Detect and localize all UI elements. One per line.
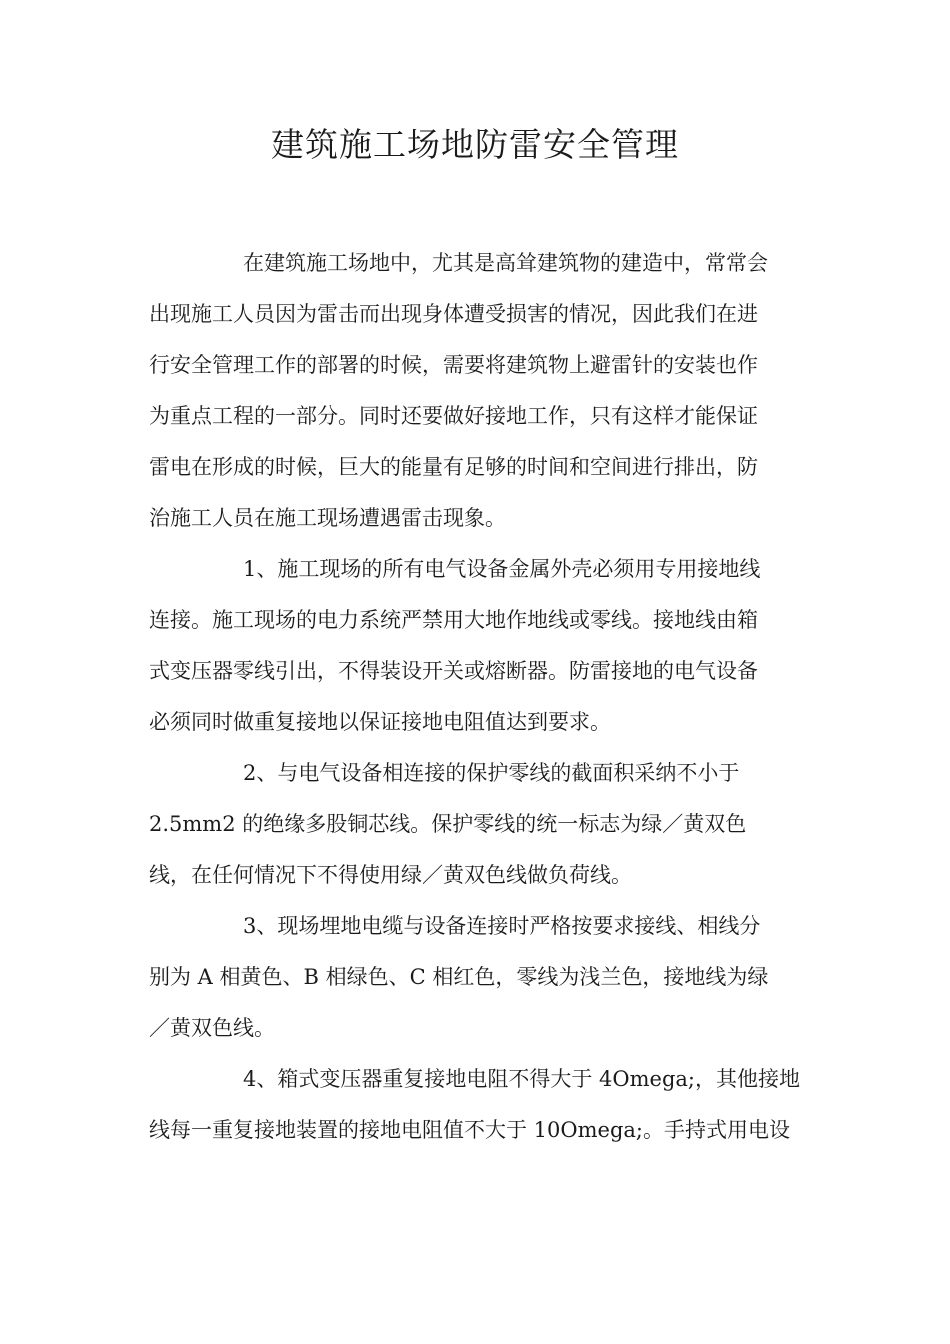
paragraph-line: 4、箱式变压器重复接地电阻不得大于 4Omega;，其他接地 [243, 1067, 800, 1091]
paragraph-line: 雷电在形成的时候，巨大的能量有足够的时间和空间进行排出，防 [149, 455, 758, 479]
paragraph-line: 行安全管理工作的部署的时候，需要将建筑物上避雷针的安装也作 [149, 353, 758, 377]
paragraph-line: 为重点工程的一部分。同时还要做好接地工作，只有这样才能保证 [149, 404, 758, 428]
paragraph-line: 式变压器零线引出，不得装设开关或熔断器。防雷接地的电气设备 [149, 659, 758, 683]
paragraph-line: 2、与电气设备相连接的保护零线的截面积采纳不小于 [243, 761, 740, 785]
paragraph-line: 线每一重复接地装置的接地电阻值不大于 10Omega;。手持式用电设 [149, 1118, 790, 1142]
document-title: 建筑施工场地防雷安全管理 [271, 125, 679, 164]
paragraph-line: ／黄双色线。 [149, 1016, 275, 1040]
paragraph-line: 线，在任何情况下不得使用绿／黄双色线做负荷线。 [149, 863, 632, 887]
paragraph-line: 2.5mm2 的绝缘多股铜芯线。保护零线的统一标志为绿／黄双色 [149, 812, 747, 836]
paragraph-line: 1、施工现场的所有电气设备金属外壳必须用专用接地线 [243, 557, 761, 581]
paragraph-line: 在建筑施工场地中，尤其是高耸建筑物的建造中，常常会 [243, 251, 768, 275]
paragraph-line: 3、现场埋地电缆与设备连接时严格按要求接线、相线分 [243, 914, 761, 938]
paragraph-line: 连接。施工现场的电力系统严禁用大地作地线或零线。接地线由箱 [149, 608, 758, 632]
paragraph-line: 出现施工人员因为雷击而出现身体遭受损害的情况，因此我们在进 [149, 302, 758, 326]
paragraph-line: 必须同时做重复接地以保证接地电阻值达到要求。 [149, 710, 611, 734]
paragraph-line: 治施工人员在施工现场遭遇雷击现象。 [149, 506, 506, 530]
paragraph-line: 别为 A 相黄色、B 相绿色、C 相红色，零线为浅兰色，接地线为绿 [149, 965, 769, 989]
